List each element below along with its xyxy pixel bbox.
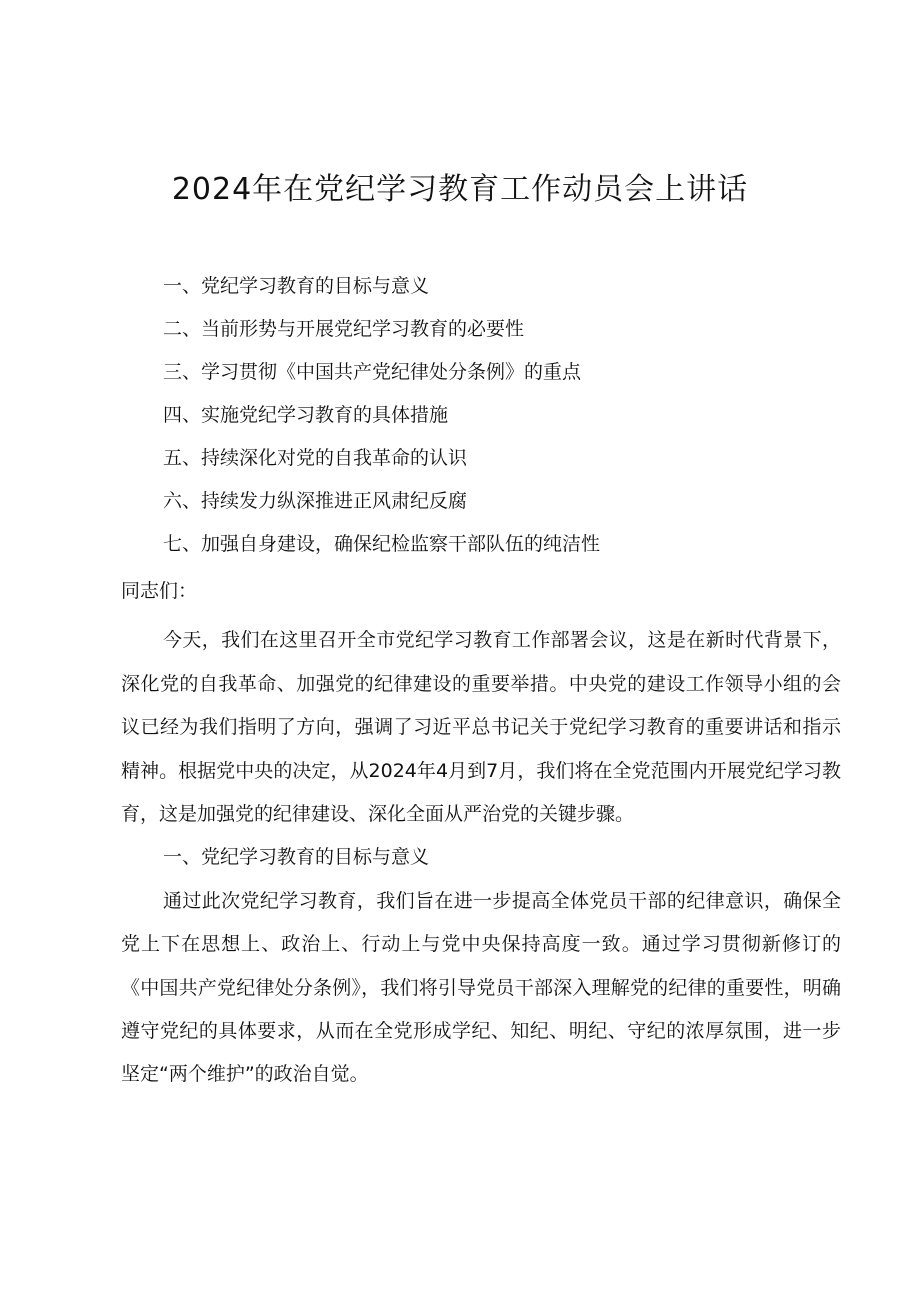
salutation: 同志们： <box>121 580 198 602</box>
body-paragraph: 通过此次党纪学习教育，我们旨在进一步提高全体党员干部的纪律意识，确保全党上下在思想上、政治上、行动上与党中央保持高度一致。通过学习贯彻新修订的《中国共产党纪律处分条例》，我们将引导党员干部深入理解党的纪律的重要性，明确遵守党纪的具体要求，从而在全党形成学纪、知纪、明纪、守纪的浓厚氛围，进一步坚定“两个维护”的政治自觉。 <box>121 889 841 1086</box>
toc-item: 一、党纪学习教育的目标与意义 <box>163 275 430 297</box>
toc-item: 五、持续深化对党的自我革命的认识 <box>163 447 468 469</box>
toc-item: 七、加强自身建设，确保纪检监察干部队伍的纯洁性 <box>163 533 601 555</box>
section-heading: 一、党纪学习教育的目标与意义 <box>163 846 430 869</box>
document-title: 2024年在党纪学习教育工作动员会上讲话 <box>171 172 749 207</box>
body-paragraph: 今天，我们在这里召开全市党纪学习教育工作部署会议，这是在新时代背景下，深化党的自我革命、加强党的纪律建设的重要举措。中央党的建设工作领导小组的会议已经为我们指明了方向，强调了习近平总书记关于党纪学习教育的重要讲话和指示精神。根据党中央的决定，从2024年4月到7月，我们将在全党范围内开展党纪学习教育，这是加强党的纪律建设、深化全面从严治党的关键步骤。 <box>121 629 841 826</box>
table-of-contents <box>163 272 843 573</box>
document-body <box>121 570 841 1097</box>
toc-item: 三、学习贯彻《中国共产党纪律处分条例》的重点 <box>163 361 582 383</box>
toc-item: 四、实施党纪学习教育的具体措施 <box>163 404 449 426</box>
toc-item: 六、持续发力纵深推进正风肃纪反腐 <box>163 490 468 512</box>
toc-item: 二、当前形势与开展党纪学习教育的必要性 <box>163 318 525 340</box>
